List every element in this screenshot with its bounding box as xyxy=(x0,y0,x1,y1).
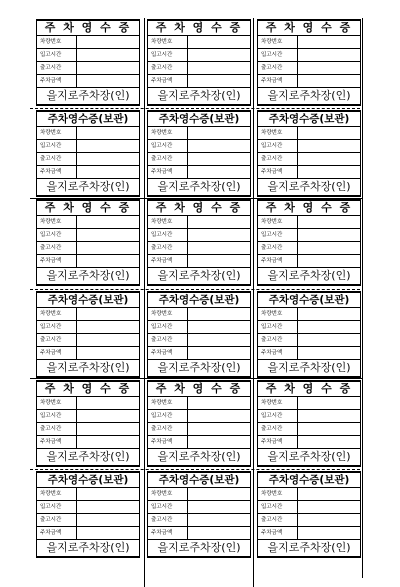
field-value-blank xyxy=(298,140,360,152)
field-row-in xyxy=(258,49,360,62)
field-value-blank xyxy=(188,36,250,48)
field-label: 차량번호 xyxy=(258,308,298,320)
receipt-ticket xyxy=(147,380,251,469)
receipt-field-table xyxy=(147,397,251,449)
receipt-footer: 을지로주차장(인) xyxy=(257,268,361,286)
receipt-ticket-keep xyxy=(147,110,251,199)
field-row-out xyxy=(37,423,139,436)
receipt-ticket xyxy=(36,380,140,469)
field-value-blank xyxy=(188,334,250,346)
field-label: 차량번호 xyxy=(37,127,77,139)
field-value-blank xyxy=(77,334,139,346)
field-value-blank xyxy=(298,334,360,346)
field-value-blank xyxy=(298,397,360,409)
field-row-in xyxy=(258,321,360,334)
receipt-title: 주 차 영 수 증 xyxy=(147,19,251,36)
field-row-in xyxy=(37,229,139,242)
field-label: 출고시간 xyxy=(148,334,188,346)
receipt-field-table xyxy=(257,216,361,268)
field-row-plate xyxy=(37,216,139,229)
field-value-blank xyxy=(188,216,250,228)
field-value-blank xyxy=(188,229,250,241)
field-label: 차량번호 xyxy=(148,36,188,48)
field-row-out xyxy=(258,153,360,166)
field-value-blank xyxy=(298,49,360,61)
receipt-title: 주 차 영 수 증 xyxy=(257,19,361,36)
receipt-field-table xyxy=(36,36,140,88)
field-value-blank xyxy=(77,166,139,178)
field-value-blank xyxy=(77,255,139,267)
field-label: 입고시간 xyxy=(148,49,188,61)
field-row-plate xyxy=(258,397,360,410)
receipt-ticket-keep xyxy=(36,291,140,380)
receipt-title: 주차영수증(보관) xyxy=(147,291,251,308)
field-row-in xyxy=(258,229,360,242)
field-value-blank xyxy=(188,436,250,448)
field-row-in xyxy=(148,501,250,514)
field-row-plate xyxy=(148,216,250,229)
field-label: 차량번호 xyxy=(148,308,188,320)
field-row-out xyxy=(37,514,139,527)
receipt-ticket xyxy=(36,19,140,108)
field-row-fee xyxy=(148,347,250,360)
field-row-in xyxy=(148,229,250,242)
receipt-title: 주차영수증(보관) xyxy=(257,291,361,308)
field-label: 차량번호 xyxy=(37,397,77,409)
field-row-plate xyxy=(37,308,139,321)
field-value-blank xyxy=(298,436,360,448)
field-label: 주차금액 xyxy=(37,527,77,539)
field-row-fee xyxy=(258,436,360,449)
receipt-footer: 을지로주차장(인) xyxy=(257,449,361,467)
field-row-in xyxy=(258,140,360,153)
receipt-field-table xyxy=(36,308,140,360)
field-row-in xyxy=(148,321,250,334)
field-row-out xyxy=(148,334,250,347)
field-value-blank xyxy=(77,140,139,152)
field-row-fee xyxy=(258,166,360,179)
receipt-footer: 을지로주차장(인) xyxy=(147,449,251,467)
field-value-blank xyxy=(77,410,139,422)
field-label: 주차금액 xyxy=(148,75,188,87)
receipt-title: 주 차 영 수 증 xyxy=(147,380,251,397)
field-label: 출고시간 xyxy=(37,423,77,435)
field-label: 주차금액 xyxy=(258,75,298,87)
field-row-out xyxy=(37,153,139,166)
field-row-out xyxy=(258,62,360,75)
field-label: 주차금액 xyxy=(37,75,77,87)
field-row-out xyxy=(148,62,250,75)
field-value-blank xyxy=(188,255,250,267)
field-row-fee xyxy=(148,75,250,88)
field-value-blank xyxy=(77,62,139,74)
field-value-blank xyxy=(188,308,250,320)
receipt-field-table xyxy=(36,216,140,268)
field-label: 입고시간 xyxy=(37,229,77,241)
field-label: 주차금액 xyxy=(258,347,298,359)
receipt-ticket xyxy=(257,380,361,469)
field-row-plate xyxy=(258,216,360,229)
field-label: 차량번호 xyxy=(37,216,77,228)
receipt-title: 주차영수증(보관) xyxy=(147,471,251,488)
field-label: 출고시간 xyxy=(258,242,298,254)
field-row-in xyxy=(37,140,139,153)
field-value-blank xyxy=(188,501,250,513)
field-row-fee xyxy=(148,166,250,179)
field-row-out xyxy=(258,514,360,527)
field-row-in xyxy=(148,49,250,62)
field-row-fee xyxy=(148,436,250,449)
field-row-out xyxy=(258,242,360,255)
field-label: 출고시간 xyxy=(148,62,188,74)
field-row-fee xyxy=(258,527,360,540)
field-row-in xyxy=(37,321,139,334)
field-label: 차량번호 xyxy=(258,127,298,139)
field-value-blank xyxy=(188,242,250,254)
field-value-blank xyxy=(188,347,250,359)
field-row-plate xyxy=(148,308,250,321)
field-label: 주차금액 xyxy=(37,436,77,448)
field-value-blank xyxy=(298,75,360,87)
receipt-title: 주 차 영 수 증 xyxy=(36,199,140,216)
field-label: 주차금액 xyxy=(148,436,188,448)
receipt-title: 주차영수증(보관) xyxy=(36,471,140,488)
field-label: 입고시간 xyxy=(258,501,298,513)
field-row-fee xyxy=(37,166,139,179)
column-divider xyxy=(144,18,145,587)
field-value-blank xyxy=(77,321,139,333)
field-value-blank xyxy=(188,153,250,165)
field-label: 차량번호 xyxy=(148,216,188,228)
field-value-blank xyxy=(188,423,250,435)
field-value-blank xyxy=(77,501,139,513)
field-row-out xyxy=(37,62,139,75)
field-row-plate xyxy=(148,36,250,49)
receipt-title: 주차영수증(보관) xyxy=(257,471,361,488)
field-label: 주차금액 xyxy=(148,255,188,267)
receipt-field-table xyxy=(257,36,361,88)
field-row-out xyxy=(148,514,250,527)
field-value-blank xyxy=(298,127,360,139)
receipt-field-table xyxy=(147,216,251,268)
field-value-blank xyxy=(188,321,250,333)
field-label: 주차금액 xyxy=(37,347,77,359)
field-label: 출고시간 xyxy=(148,242,188,254)
field-value-blank xyxy=(188,49,250,61)
field-row-out xyxy=(37,242,139,255)
receipt-field-table xyxy=(147,488,251,540)
receipt-footer: 을지로주차장(인) xyxy=(147,179,251,197)
field-row-in xyxy=(37,410,139,423)
field-row-out xyxy=(148,242,250,255)
field-value-blank xyxy=(188,140,250,152)
field-value-blank xyxy=(77,436,139,448)
receipt-ticket-keep xyxy=(147,471,251,560)
field-row-fee xyxy=(258,347,360,360)
field-value-blank xyxy=(298,423,360,435)
field-value-blank xyxy=(77,527,139,539)
field-value-blank xyxy=(188,166,250,178)
receipt-ticket-keep xyxy=(147,291,251,380)
field-label: 주차금액 xyxy=(258,436,298,448)
field-value-blank xyxy=(77,308,139,320)
field-value-blank xyxy=(298,229,360,241)
field-value-blank xyxy=(298,321,360,333)
receipt-footer: 을지로주차장(인) xyxy=(257,179,361,197)
receipt-footer: 을지로주차장(인) xyxy=(36,360,140,378)
field-row-in xyxy=(148,410,250,423)
field-value-blank xyxy=(298,166,360,178)
field-value-blank xyxy=(298,514,360,526)
receipt-footer: 을지로주차장(인) xyxy=(147,360,251,378)
field-label: 입고시간 xyxy=(37,410,77,422)
field-label: 입고시간 xyxy=(258,321,298,333)
field-label: 차량번호 xyxy=(148,488,188,500)
field-label: 주차금액 xyxy=(148,166,188,178)
field-label: 주차금액 xyxy=(258,527,298,539)
field-row-plate xyxy=(37,127,139,140)
field-value-blank xyxy=(298,308,360,320)
receipt-field-table xyxy=(257,127,361,179)
field-label: 출고시간 xyxy=(148,423,188,435)
receipt-title: 주차영수증(보관) xyxy=(36,110,140,127)
field-row-out xyxy=(258,334,360,347)
field-label: 차량번호 xyxy=(258,488,298,500)
receipt-ticket xyxy=(147,199,251,288)
receipt-field-table xyxy=(257,488,361,540)
field-label: 주차금액 xyxy=(37,255,77,267)
field-value-blank xyxy=(77,423,139,435)
field-value-blank xyxy=(77,75,139,87)
field-label: 출고시간 xyxy=(258,514,298,526)
field-value-blank xyxy=(298,36,360,48)
field-value-blank xyxy=(298,488,360,500)
receipt-ticket-keep xyxy=(36,110,140,199)
field-value-blank xyxy=(77,514,139,526)
field-row-in xyxy=(37,49,139,62)
receipt-footer: 을지로주차장(인) xyxy=(257,88,361,106)
field-row-fee xyxy=(258,255,360,268)
field-value-blank xyxy=(188,62,250,74)
field-row-plate xyxy=(37,36,139,49)
receipt-title: 주 차 영 수 증 xyxy=(36,19,140,36)
right-edge-line xyxy=(362,18,363,578)
field-row-plate xyxy=(258,488,360,501)
field-label: 차량번호 xyxy=(258,36,298,48)
receipt-footer: 을지로주차장(인) xyxy=(147,88,251,106)
field-label: 입고시간 xyxy=(258,140,298,152)
field-label: 입고시간 xyxy=(258,410,298,422)
field-row-in xyxy=(258,410,360,423)
receipt-title: 주차영수증(보관) xyxy=(257,110,361,127)
field-label: 입고시간 xyxy=(37,321,77,333)
field-value-blank xyxy=(298,153,360,165)
field-label: 출고시간 xyxy=(258,334,298,346)
field-row-in xyxy=(37,501,139,514)
receipt-ticket xyxy=(257,199,361,288)
field-value-blank xyxy=(77,347,139,359)
receipt-footer: 을지로주차장(인) xyxy=(257,360,361,378)
field-row-fee xyxy=(37,347,139,360)
field-label: 차량번호 xyxy=(37,36,77,48)
receipt-title: 주 차 영 수 증 xyxy=(36,380,140,397)
field-label: 출고시간 xyxy=(37,62,77,74)
receipt-ticket-keep xyxy=(257,291,361,380)
field-value-blank xyxy=(77,127,139,139)
receipt-ticket xyxy=(147,19,251,108)
field-row-plate xyxy=(258,127,360,140)
cut-line xyxy=(30,289,360,290)
field-value-blank xyxy=(77,229,139,241)
column-divider xyxy=(253,18,254,587)
receipt-ticket xyxy=(257,19,361,108)
field-row-plate xyxy=(37,397,139,410)
field-row-fee xyxy=(148,255,250,268)
field-value-blank xyxy=(77,216,139,228)
field-row-fee xyxy=(258,75,360,88)
field-value-blank xyxy=(298,410,360,422)
field-value-blank xyxy=(188,127,250,139)
field-label: 출고시간 xyxy=(37,514,77,526)
field-label: 출고시간 xyxy=(258,153,298,165)
field-row-out xyxy=(37,334,139,347)
field-label: 차량번호 xyxy=(37,308,77,320)
field-row-fee xyxy=(37,527,139,540)
field-label: 입고시간 xyxy=(148,140,188,152)
field-label: 입고시간 xyxy=(148,321,188,333)
field-row-fee xyxy=(37,75,139,88)
field-value-blank xyxy=(77,397,139,409)
field-value-blank xyxy=(298,255,360,267)
field-value-blank xyxy=(298,347,360,359)
receipt-field-table xyxy=(36,488,140,540)
field-row-fee xyxy=(37,436,139,449)
field-label: 차량번호 xyxy=(148,397,188,409)
receipt-title: 주차영수증(보관) xyxy=(36,291,140,308)
field-value-blank xyxy=(188,488,250,500)
field-value-blank xyxy=(298,216,360,228)
field-value-blank xyxy=(188,410,250,422)
receipt-footer: 을지로주차장(인) xyxy=(36,540,140,558)
field-label: 주차금액 xyxy=(258,166,298,178)
receipt-footer: 을지로주차장(인) xyxy=(36,449,140,467)
field-label: 차량번호 xyxy=(258,397,298,409)
field-value-blank xyxy=(298,62,360,74)
receipt-ticket-keep xyxy=(36,471,140,560)
field-row-out xyxy=(148,423,250,436)
field-value-blank xyxy=(188,514,250,526)
field-label: 출고시간 xyxy=(37,242,77,254)
field-label: 입고시간 xyxy=(258,229,298,241)
field-value-blank xyxy=(77,36,139,48)
field-label: 차량번호 xyxy=(37,488,77,500)
field-row-in xyxy=(148,140,250,153)
receipt-title: 주 차 영 수 증 xyxy=(257,199,361,216)
field-label: 주차금액 xyxy=(37,166,77,178)
field-value-blank xyxy=(188,397,250,409)
field-row-in xyxy=(258,501,360,514)
receipt-ticket-keep xyxy=(257,110,361,199)
field-label: 입고시간 xyxy=(148,501,188,513)
field-value-blank xyxy=(298,527,360,539)
field-row-plate xyxy=(258,36,360,49)
field-label: 입고시간 xyxy=(37,501,77,513)
receipt-field-table xyxy=(36,397,140,449)
cut-line xyxy=(30,108,360,109)
field-label: 입고시간 xyxy=(37,140,77,152)
receipt-title: 주 차 영 수 증 xyxy=(257,380,361,397)
field-row-out xyxy=(148,153,250,166)
field-label: 주차금액 xyxy=(148,347,188,359)
receipt-title: 주차영수증(보관) xyxy=(147,110,251,127)
receipt-footer: 을지로주차장(인) xyxy=(36,179,140,197)
receipt-field-table xyxy=(147,308,251,360)
receipt-footer: 을지로주차장(인) xyxy=(147,540,251,558)
receipt-footer: 을지로주차장(인) xyxy=(147,268,251,286)
receipt-footer: 을지로주차장(인) xyxy=(36,268,140,286)
field-label: 입고시간 xyxy=(148,229,188,241)
field-value-blank xyxy=(77,49,139,61)
field-value-blank xyxy=(77,242,139,254)
field-value-blank xyxy=(188,75,250,87)
field-row-fee xyxy=(148,527,250,540)
field-label: 입고시간 xyxy=(148,410,188,422)
field-value-blank xyxy=(188,527,250,539)
field-row-plate xyxy=(148,397,250,410)
receipt-title: 주 차 영 수 증 xyxy=(147,199,251,216)
field-label: 입고시간 xyxy=(37,49,77,61)
receipt-field-table xyxy=(257,397,361,449)
field-label: 출고시간 xyxy=(258,423,298,435)
field-label: 주차금액 xyxy=(258,255,298,267)
field-value-blank xyxy=(77,153,139,165)
field-row-plate xyxy=(148,127,250,140)
field-row-plate xyxy=(148,488,250,501)
field-label: 차량번호 xyxy=(148,127,188,139)
cut-line xyxy=(30,469,360,470)
field-value-blank xyxy=(298,501,360,513)
receipt-ticket xyxy=(36,199,140,288)
field-label: 출고시간 xyxy=(148,153,188,165)
field-value-blank xyxy=(298,242,360,254)
field-label: 출고시간 xyxy=(37,153,77,165)
field-label: 입고시간 xyxy=(258,49,298,61)
receipt-field-table xyxy=(36,127,140,179)
field-row-plate xyxy=(37,488,139,501)
receipt-field-table xyxy=(147,36,251,88)
field-label: 출고시간 xyxy=(37,334,77,346)
field-label: 차량번호 xyxy=(258,216,298,228)
receipt-footer: 을지로주차장(인) xyxy=(257,540,361,558)
receipt-ticket-keep xyxy=(257,471,361,560)
field-row-fee xyxy=(37,255,139,268)
receipt-field-table xyxy=(257,308,361,360)
field-label: 출고시간 xyxy=(258,62,298,74)
field-row-plate xyxy=(258,308,360,321)
receipt-footer: 을지로주차장(인) xyxy=(36,88,140,106)
field-value-blank xyxy=(77,488,139,500)
field-label: 출고시간 xyxy=(148,514,188,526)
field-label: 주차금액 xyxy=(148,527,188,539)
field-row-out xyxy=(258,423,360,436)
receipt-field-table xyxy=(147,127,251,179)
